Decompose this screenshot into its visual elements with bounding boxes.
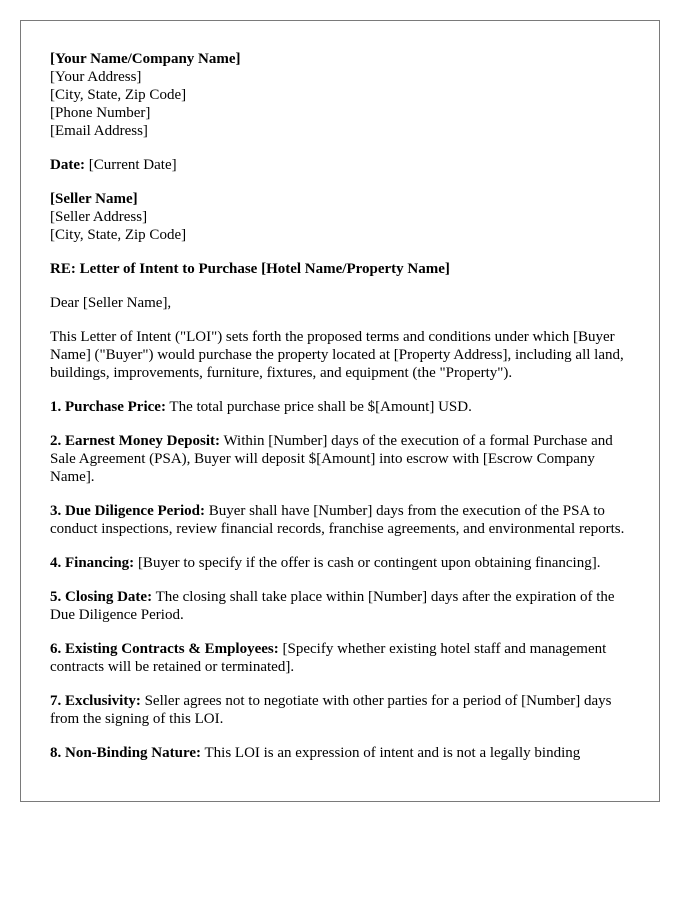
sender-address: [Your Address] xyxy=(50,69,142,85)
sender-block xyxy=(50,50,636,140)
term-paragraph xyxy=(50,554,636,572)
letter-page xyxy=(20,20,660,802)
date-line xyxy=(50,156,636,174)
letter-content xyxy=(50,50,636,778)
term-label: 6. Existing Contracts & Employees: xyxy=(50,641,279,657)
term-label: 8. Non-Binding Nature: xyxy=(50,745,201,761)
term-text: This LOI is an expression of intent and is not a legally binding xyxy=(204,745,581,761)
sender-email: [Email Address] xyxy=(50,123,148,139)
intro-paragraph: This Letter of Intent ("LOI") sets forth the proposed terms and conditions under which [Buyer Name] ("Buyer") would purchase the property located at [Property Address], including all land, buildings, improvements, furniture, fixtures, and equipment (the "Property"). xyxy=(50,329,624,381)
recipient-city: [City, State, Zip Code] xyxy=(50,227,187,243)
sender-name: [Your Name/Company Name] xyxy=(50,51,241,67)
term-paragraph xyxy=(50,502,636,538)
term-paragraph xyxy=(50,432,636,486)
term-paragraph xyxy=(50,588,636,624)
term-text: [Buyer to specify if the offer is cash or contingent upon obtaining financing]. xyxy=(137,555,601,571)
term-paragraph xyxy=(50,640,636,676)
term-paragraph xyxy=(50,692,636,728)
date-value: [Current Date] xyxy=(88,157,177,173)
subject-text: RE: Letter of Intent to Purchase [Hotel Name/Property Name] xyxy=(50,261,450,277)
recipient-name: [Seller Name] xyxy=(50,191,138,207)
term-label: 2. Earnest Money Deposit: xyxy=(50,433,220,449)
term-text: The total purchase price shall be $[Amount] USD. xyxy=(169,399,472,415)
recipient-block xyxy=(50,190,636,244)
term-label: 5. Closing Date: xyxy=(50,589,153,605)
date-label: Date: xyxy=(50,157,85,173)
subject-line xyxy=(50,260,636,278)
term-text: [Specify whether existing hotel staff and management contracts will be retained or terminated]. xyxy=(50,641,607,675)
term-text: Within [Number] days of the execution of a formal Purchase and Sale Agreement (PSA), Buyer will deposit $[Amount] into escrow with [Escrow Company Name]. xyxy=(50,433,613,485)
term-text: The closing shall take place within [Number] days after the expiration of the Due Diligence Period. xyxy=(50,589,615,623)
term-text: Seller agrees not to negotiate with other parties for a period of [Number] days from the signing of this LOI. xyxy=(50,693,612,727)
term-text: Buyer shall have [Number] days from the execution of the PSA to conduct inspections, review financial records, franchise agreements, and environmental reports. xyxy=(50,503,625,537)
term-label: 3. Due Diligence Period: xyxy=(50,503,205,519)
term-label: 1. Purchase Price: xyxy=(50,399,166,415)
salutation: Dear [Seller Name], xyxy=(50,295,172,311)
term-paragraph-clipped xyxy=(50,744,636,762)
term-paragraph xyxy=(50,398,636,416)
sender-city: [City, State, Zip Code] xyxy=(50,87,187,103)
sender-phone: [Phone Number] xyxy=(50,105,151,121)
term-label: 4. Financing: xyxy=(50,555,135,571)
recipient-address: [Seller Address] xyxy=(50,209,148,225)
term-label: 7. Exclusivity: xyxy=(50,693,141,709)
